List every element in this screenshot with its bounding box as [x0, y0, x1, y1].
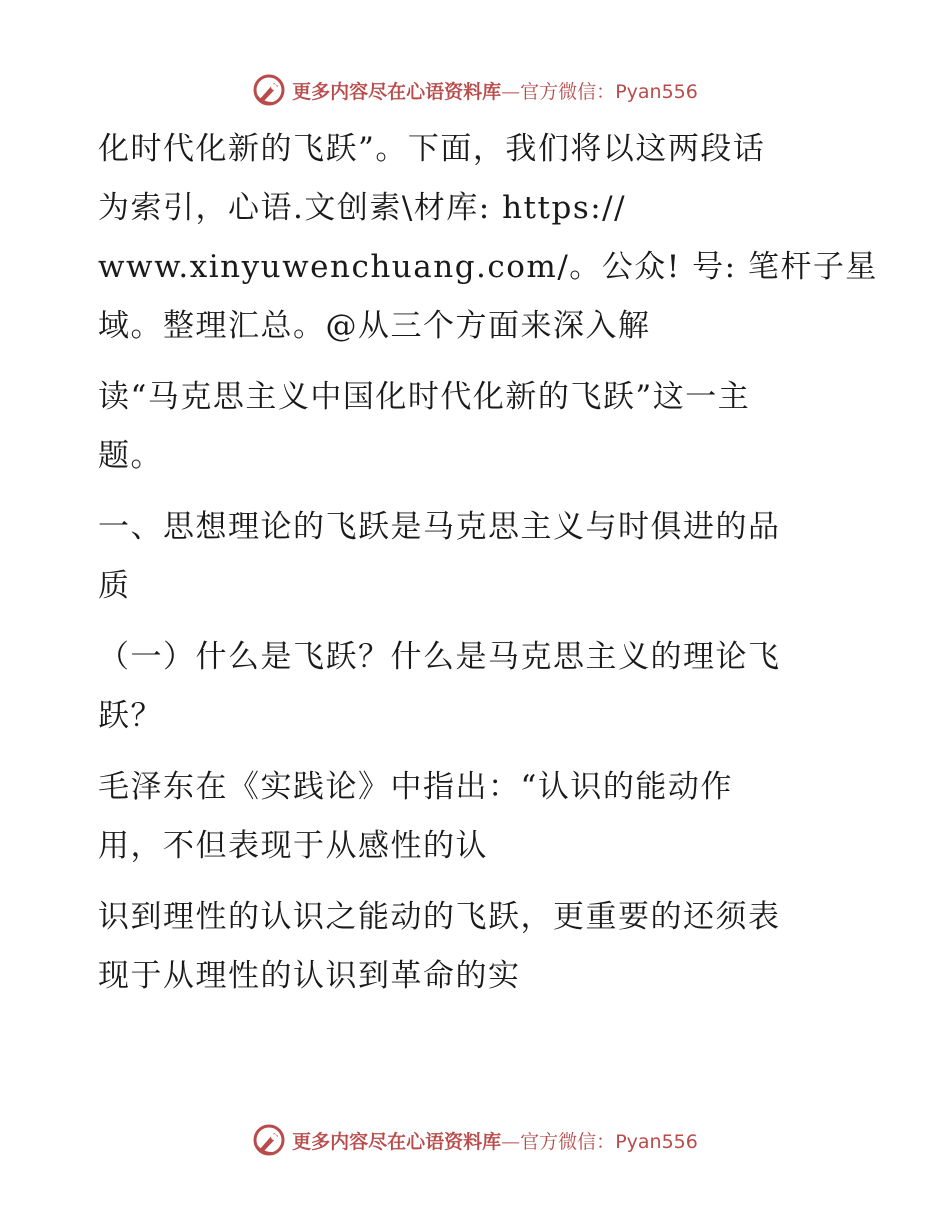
banner-wechat-label: 官方微信：	[520, 80, 616, 103]
paragraph	[98, 368, 838, 486]
text-line: （一）什么是飞跃？什么是马克思主义的理论飞	[98, 639, 781, 675]
paragraph	[98, 120, 878, 356]
text-line: 跃？	[98, 698, 163, 734]
header-banner	[0, 70, 950, 110]
banner-wechat-id: Pyan556	[615, 1130, 698, 1153]
pen-circle-logo-icon	[252, 1123, 286, 1157]
text-line: 识到理性的认识之能动的飞跃，更重要的还须表	[98, 899, 781, 935]
banner-wechat-label: 官方微信：	[520, 1130, 616, 1153]
text-line: 化时代化新的飞跃”。下面，我们将以这两段话	[98, 131, 766, 167]
banner-text	[292, 1127, 698, 1154]
paragraph	[98, 758, 838, 876]
paragraph	[98, 888, 838, 1006]
subsection-heading	[98, 628, 838, 746]
text-line: 现于从理性的认识到革命的实	[98, 958, 521, 994]
text-line: 毛泽东在《实践论》中指出：“认识的能动作	[98, 769, 733, 805]
banner-dash: —	[501, 1130, 521, 1153]
banner-main-text: 更多内容尽在心语资料库	[292, 80, 502, 103]
text-line: 读“马克思主义中国化时代化新的飞跃”这一主	[98, 379, 751, 415]
document-body	[98, 120, 878, 1018]
section-heading	[98, 498, 838, 616]
banner-wechat-id: Pyan556	[615, 80, 698, 103]
pen-circle-logo-icon	[252, 73, 286, 107]
text-line: 质	[98, 568, 131, 604]
banner-text	[292, 77, 698, 104]
text-line: 题。	[98, 438, 163, 474]
banner-dash: —	[501, 80, 521, 103]
banner-main-text: 更多内容尽在心语资料库	[292, 1130, 502, 1153]
text-line: 域。整理汇总。@从三个方面来深入解	[98, 308, 651, 344]
text-line: www.xinyuwenchuang.com/。公众! 号: 笔杆子星	[98, 249, 878, 285]
footer-banner	[0, 1120, 950, 1160]
text-line: 一、思想理论的飞跃是马克思主义与时俱进的品	[98, 509, 781, 545]
text-line: 用，不但表现于从感性的认	[98, 828, 488, 864]
text-line: 为索引，心语.文创素\材库: https://	[98, 190, 627, 226]
